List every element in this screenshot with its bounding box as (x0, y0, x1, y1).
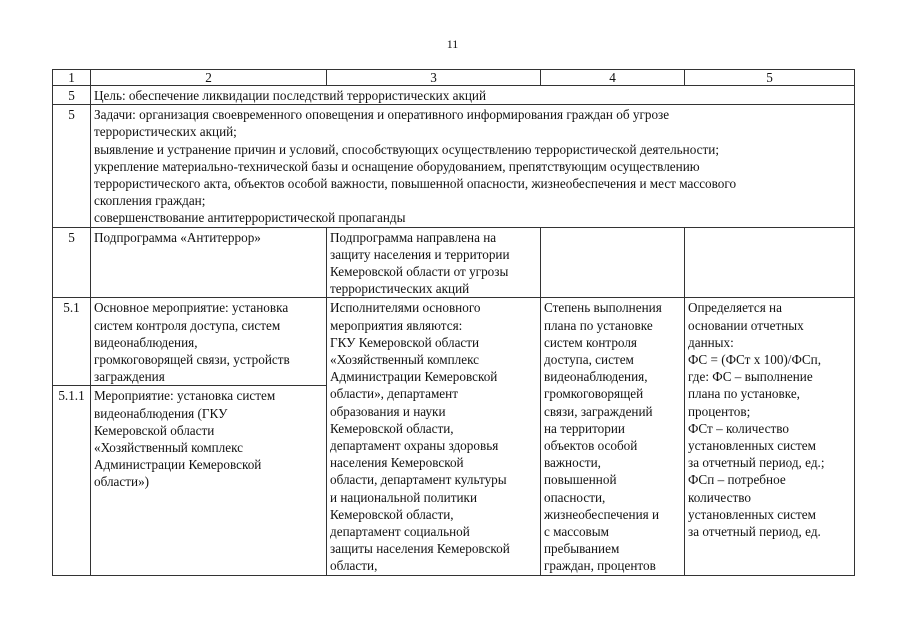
page-number: 11 (446, 37, 459, 51)
header-cell-3: 3 (327, 70, 541, 86)
goal-row (53, 86, 855, 105)
goal-text: Цель: обеспечение ликвидации последствий террористических акций (91, 86, 855, 105)
executors-line: Администрации Кемеровской (330, 369, 498, 385)
method-line: данных: (688, 334, 734, 350)
goal-number: 5 (53, 86, 91, 105)
subprogram-description-line: террористических акций (330, 281, 470, 297)
tasks-number: 5 (53, 105, 91, 227)
method-line: Определяется на (688, 300, 782, 316)
indicator-line: Степень выполнения (544, 300, 662, 316)
executors-line: образования и науки (330, 403, 446, 419)
indicator-line: на территории (544, 420, 625, 436)
method-line: за отчетный период, ед.; (688, 455, 825, 471)
subprogram-description-line: защиту населения и территории (330, 246, 510, 262)
indicator-cell (541, 298, 685, 575)
indicator-line: граждан, процентов (544, 558, 656, 574)
method-line: ФС = (ФСт x 100)/ФСп, (688, 352, 822, 368)
row-5-1-1-name-line: Кемеровской области (94, 422, 215, 438)
row-5-1-1-name-line: области») (94, 474, 150, 490)
subprogram-indicator-empty (541, 227, 685, 298)
header-cell-2: 2 (91, 70, 327, 86)
subprogram-method-empty (685, 227, 855, 298)
method-line: где: ФС – выполнение (688, 369, 813, 385)
executors-line: Кемеровской области, (330, 420, 454, 436)
method-line: установленных систем (688, 438, 816, 454)
header-cell-1: 1 (53, 70, 91, 86)
row-5-1-name-line: Основное мероприятие: установка (94, 300, 289, 316)
executors-line: Исполнителями основного (330, 300, 481, 316)
row-5-1-name-line: заграждения (94, 369, 165, 385)
row-5-1-1-name (91, 386, 327, 575)
tasks-row (53, 105, 855, 227)
subprogram-number: 5 (53, 227, 91, 298)
executors-line: департамент охраны здоровья (330, 438, 499, 454)
executors-cell (327, 298, 541, 575)
row-5-1-1-name-line: Администрации Кемеровской (94, 457, 262, 473)
indicator-line: пребыванием (544, 541, 620, 557)
indicator-line: опасности, (544, 489, 606, 505)
indicator-line: объектов особой (544, 438, 638, 454)
executors-line: и национальной политики (330, 489, 478, 505)
tasks-line: укрепление материально-технической базы и оснащение оборудованием, препятствующим осуществлению (94, 158, 700, 174)
indicator-line: систем контроля (544, 334, 637, 350)
subprogram-description (327, 227, 541, 298)
method-line: количество (688, 489, 751, 505)
method-cell (685, 298, 855, 575)
method-line: за отчетный период, ед. (688, 524, 821, 540)
subprogram-description-line: Подпрограмма направлена на (330, 229, 497, 245)
method-line: процентов; (688, 403, 751, 419)
subprogram-description-line: Кемеровской области от угрозы (330, 264, 509, 280)
method-line: плана по установке, (688, 386, 800, 402)
method-line: ФСп – потребное (688, 472, 786, 488)
executors-line: защиты населения Кемеровской (330, 541, 510, 557)
method-line: установленных систем (688, 506, 816, 522)
executors-line: области, (330, 558, 378, 574)
executors-line: области», департамент (330, 386, 458, 402)
header-cell-4: 4 (541, 70, 685, 86)
executors-line: области, департамент культуры (330, 472, 507, 488)
executors-line: департамент социальной (330, 524, 470, 540)
subprogram-row (53, 227, 855, 298)
tasks-line: скопления граждан; (94, 193, 206, 209)
tasks-cell (91, 105, 855, 227)
row-5-1 (53, 298, 855, 386)
tasks-line: террористического акта, объектов особой важности, повышенной опасности, жизнеобеспечения и мест массового (94, 176, 737, 192)
tasks-line: Задачи: организация своевременного оповещения и оперативного информирования граждан об угрозе (94, 107, 670, 123)
row-5-1-name (91, 298, 327, 386)
tasks-line: совершенствование антитеррористической пропаганды (94, 210, 406, 226)
indicator-line: плана по установке (544, 317, 653, 333)
indicator-line: жизнеобеспечения и (544, 506, 660, 522)
program-table (52, 69, 855, 576)
executors-line: населения Кемеровской (330, 455, 464, 471)
header-row (53, 70, 855, 86)
subprogram-name: Подпрограмма «Антитеррор» (91, 227, 327, 298)
row-5-1-name-line: систем контроля доступа, систем (94, 317, 281, 333)
executors-line: мероприятия являются: (330, 317, 463, 333)
tasks-line: выявление и устранение причин и условий, способствующих осуществлению террористической деятельности; (94, 141, 719, 157)
indicator-line: важности, (544, 455, 601, 471)
row-5-1-1-name-line: Мероприятие: установка систем (94, 388, 276, 404)
indicator-line: видеонаблюдения, (544, 369, 648, 385)
indicator-line: связи, заграждений (544, 403, 653, 419)
row-5-1-1-name-line: видеонаблюдения (ГКУ (94, 405, 228, 421)
executors-line: «Хозяйственный комплекс (330, 352, 480, 368)
row-5-1-name-line: громкоговорящей связи, устройств (94, 352, 290, 368)
executors-line: ГКУ Кемеровской области (330, 334, 480, 350)
indicator-line: доступа, систем (544, 352, 634, 368)
executors-line: Кемеровской области, (330, 506, 454, 522)
row-5-1-1-number: 5.1.1 (53, 386, 91, 575)
method-line: ФСт – количество (688, 420, 789, 436)
header-cell-5: 5 (685, 70, 855, 86)
indicator-line: с массовым (544, 524, 609, 540)
row-5-1-number: 5.1 (53, 298, 91, 386)
indicator-line: громкоговорящей (544, 386, 644, 402)
indicator-line: повышенной (544, 472, 617, 488)
row-5-1-name-line: видеонаблюдения, (94, 334, 198, 350)
method-line: основании отчетных (688, 317, 804, 333)
tasks-line: террористических акций; (94, 124, 237, 140)
row-5-1-1-name-line: «Хозяйственный комплекс (94, 440, 244, 456)
